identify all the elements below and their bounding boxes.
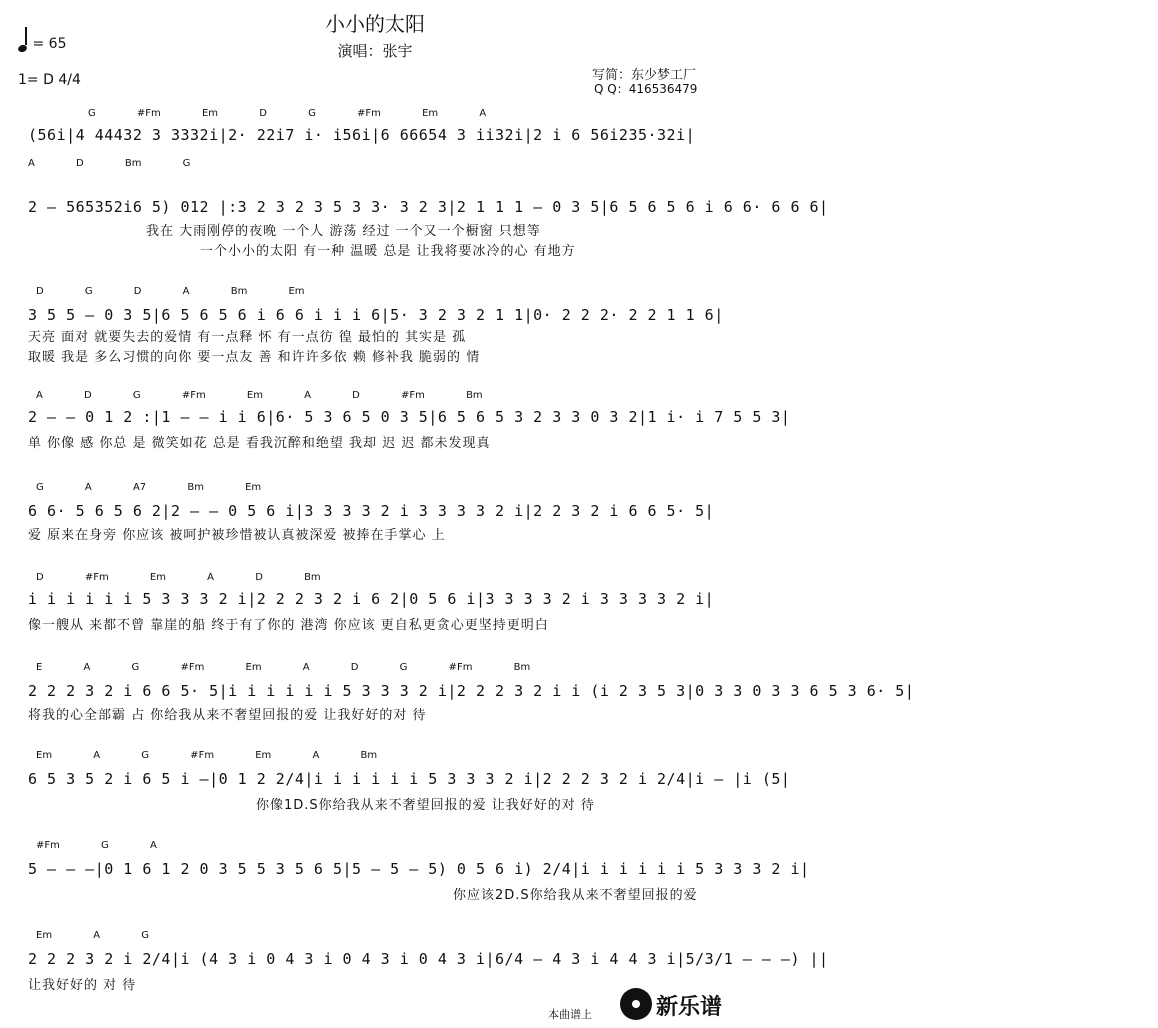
- lyric-row-1: 单 你像 感 你总 是 微笑如花 总是 看我沉醉和绝望 我却 迟 迟 都未发现真: [28, 436, 491, 451]
- notation-row: 2 2 2 3 2 i 2/4|i (4 3 i 0 4 3 i 0 4 3 i 0 4 3 i|6/4 — 4 3 i 4 4 3 i|5/3/1 — — —) ||: [28, 950, 829, 968]
- arranger-credit: 写简：东少梦工厂: [592, 68, 697, 83]
- staff-3: [28, 286, 733, 366]
- chord-row: Em A G #Fm Em A Bm: [36, 750, 378, 761]
- lyric-row-1: 将我的心全部霸 占 你给我从来不奢望回报的爱 让我好好的对 待: [28, 708, 427, 723]
- lyric-row-1: 像一艘从 来都不曾 靠崖的船 终于有了你的 港湾 你应该 更自私更贪心更坚持更明白: [28, 618, 549, 633]
- qq-contact: Q Q：416536479: [594, 82, 698, 96]
- staff-8: [28, 750, 791, 813]
- staff-6: [28, 572, 733, 632]
- staff-9: [28, 840, 810, 903]
- notation-row: 6 6· 5 6 5 6 2|2 — — 0 5 6 i|3 3 3 3 2 i 3 3 3 3 2 i|2 2 3 2 i 6 6 5· 5|: [28, 502, 715, 520]
- lyric-row-1: 你应该2D.S你给我从来不奢望回报的爱: [453, 888, 698, 903]
- singer-line: 演唱：张宇: [337, 42, 413, 60]
- notation-row: 2 — — 0 1 2 :|1 — — i i 6|6· 5 3 6 5 0 3 5|6 5 6 5 3 2 3 3 0 3 2|1 i· i 7 5 5 3|: [28, 408, 791, 426]
- brand-name: 新乐谱: [656, 995, 723, 1020]
- tempo-marking: [18, 30, 67, 52]
- lyric-row-2: 取暖 我是 多么习惯的向你 要一点友 善 和许许多依 赖 修补我 脆弱的 情: [28, 350, 481, 365]
- chord-row: E A G #Fm Em A D G #Fm Bm: [36, 662, 531, 673]
- chord-row: G A A7 Bm Em: [36, 482, 262, 493]
- disc-hole: [632, 1000, 640, 1008]
- lyric-row-1: 爱 原来在身旁 你应该 被呵护被珍惜被认真被深爱 被捧在手掌心 上: [28, 528, 446, 543]
- quarter-note-icon: [17, 44, 28, 54]
- lyric-row-2: 一个小小的太阳 有一种 温暖 总是 让我将要冰冷的心 有地方: [200, 244, 576, 259]
- staff-7: [28, 662, 915, 723]
- footer-credit: 本曲谱上: [548, 1008, 592, 1021]
- notation-row: 5 — — —|0 1 6 1 2 0 3 5 5 3 5 6 5|5 — 5 — 5) 0 5 6 i) 2/4|i i i i i i 5 3 3 3 2 i|: [28, 860, 810, 878]
- chord-row: #Fm G A: [36, 840, 157, 851]
- notation-row: 3 5 5 — 0 3 5|6 5 6 5 6 i 6 6 i i i 6|5· 3 2 3 2 1 1|0· 2 2 2· 2 2 1 1 6|: [28, 306, 724, 324]
- chord-row: A D G #Fm Em A D #Fm Bm: [36, 390, 483, 401]
- chord-row: Em A G: [36, 930, 150, 941]
- chord-row: A D Bm G: [28, 158, 191, 169]
- chord-row: D G D A Bm Em: [36, 286, 305, 297]
- staff-2: [28, 158, 829, 268]
- tempo-value: = 65: [32, 36, 67, 52]
- notation-row: 6 5 3 5 2 i 6 5 i —|0 1 2 2/4|i i i i i i 5 3 3 3 2 i|2 2 2 3 2 i 2/4|i — |i (5|: [28, 770, 791, 788]
- chord-row: D #Fm Em A D Bm: [36, 572, 321, 583]
- lyric-row-1: 我在 大雨刚停的夜晚 一个人 游荡 经过 一个又一个橱窗 只想等: [146, 224, 541, 239]
- song-title: 小小的太阳: [325, 12, 425, 36]
- chord-row: G #Fm Em D G #Fm Em A: [88, 108, 487, 119]
- notation-row: 2 2 2 3 2 i 6 6 5· 5|i i i i i i 5 3 3 3 2 i|2 2 2 3 2 i i (i 2 3 5 3|0 3 3 0 3 3 6 5 3 6· 5|: [28, 682, 915, 700]
- key-signature: 1= D 4/4: [18, 72, 81, 88]
- notation-row: i i i i i i 5 3 3 3 2 i|2 2 2 3 2 i 6 2|0 5 6 i|3 3 3 3 2 i 3 3 3 3 2 i|: [28, 590, 715, 608]
- lyric-row-1: 让我好好的 对 待: [28, 978, 137, 993]
- lyric-row-1: 你像1D.S你给我从来不奢望回报的爱 让我好好的对 待: [256, 798, 595, 813]
- note-stem-icon: [25, 27, 27, 45]
- notation-row: 2 — 565352i6 5) 012 |:3 2 3 2 3 5 3 3· 3 2 3|2 1 1 1 — 0 3 5|6 5 6 5 6 i 6 6· 6 6 6|: [28, 198, 829, 216]
- lyric-row-1: 天亮 面对 就要失去的爱情 有一点释 怀 有一点彷 徨 最怕的 其实是 孤: [28, 330, 467, 345]
- notation-row: (56i|4 44432 3 3332i|2· 22i7 i· i56i|6 66654 3 ii32i|2 i 6 56i235·32i|: [28, 126, 696, 144]
- staff-4: [28, 390, 791, 451]
- staff-5: [28, 482, 733, 542]
- site-logo[interactable]: [620, 986, 742, 1022]
- staff-10: [28, 930, 829, 993]
